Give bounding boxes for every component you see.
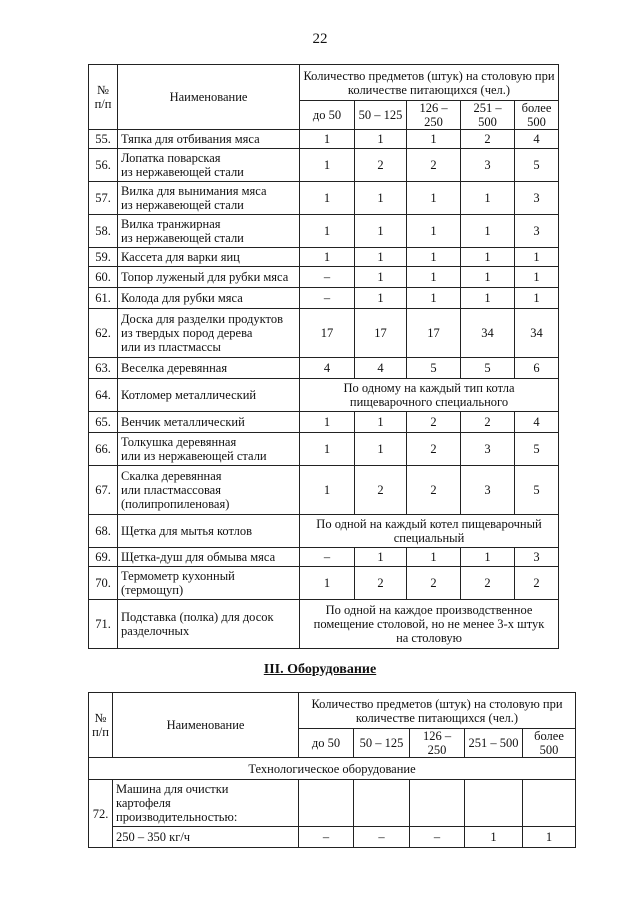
quantity-value: 1 (461, 248, 515, 267)
header-name: Наименование (118, 65, 300, 130)
item-name: Доска для разделки продуктов из твердых пород дерева или из пластмассы (118, 309, 300, 358)
table-row (89, 130, 559, 149)
item-name: Термометр кухонный (термощуп) (118, 567, 300, 600)
quantity-value: 1 (407, 288, 461, 309)
quantity-value: 3 (461, 466, 515, 515)
quantity-value: 4 (515, 130, 559, 149)
quantity-value: 1 (355, 433, 407, 466)
quantity-value: 2 (461, 412, 515, 433)
quantity-value: 3 (461, 433, 515, 466)
header-quantity: Количество предметов (штук) на столовую при количестве питающихся (чел.) (300, 65, 559, 101)
header-range: более 500 (523, 729, 576, 758)
row-number: 68. (89, 515, 118, 548)
header-name: Наименование (113, 693, 299, 758)
header-range: 251 – 500 (461, 101, 515, 130)
quantity-value: 1 (355, 215, 407, 248)
table-row (89, 248, 559, 267)
row-number: 70. (89, 567, 118, 600)
quantity-value: 1 (515, 288, 559, 309)
table-row (89, 379, 559, 412)
item-name: Вилка транжирная из нержавеющей стали (118, 215, 300, 248)
item-name: Щетка-душ для обмыва мяса (118, 548, 300, 567)
row-number: 61. (89, 288, 118, 309)
quantity-value: 1 (300, 130, 355, 149)
quantity-value: – (410, 827, 465, 848)
quantity-value: 1 (355, 248, 407, 267)
quantity-value: 2 (355, 466, 407, 515)
quantity-value: 17 (355, 309, 407, 358)
row-number: 66. (89, 433, 118, 466)
quantity-value: 5 (515, 433, 559, 466)
quantity-value: 1 (355, 288, 407, 309)
quantity-value: 2 (407, 412, 461, 433)
table-row (89, 548, 559, 567)
row-number: 58. (89, 215, 118, 248)
table-row (89, 466, 559, 515)
table-row (89, 309, 559, 358)
header-range: 126 – 250 (410, 729, 465, 758)
table-row (89, 358, 559, 379)
quantity-value: 1 (300, 433, 355, 466)
quantity-value: 34 (515, 309, 559, 358)
quantity-value: 1 (461, 548, 515, 567)
quantity-value: 1 (515, 267, 559, 288)
header-range: 126 – 250 (407, 101, 461, 130)
header-range: 50 – 125 (355, 101, 407, 130)
quantity-value: 3 (515, 548, 559, 567)
table-row (89, 433, 559, 466)
quantity-value: 4 (515, 412, 559, 433)
items-table (88, 64, 559, 649)
quantity-value: 4 (300, 358, 355, 379)
row-number: 59. (89, 248, 118, 267)
quantity-note: По одному на каждый тип котла пищеварочного специального (300, 379, 559, 412)
table-row (89, 149, 559, 182)
header-range: до 50 (300, 101, 355, 130)
quantity-value: 2 (407, 466, 461, 515)
quantity-value: 1 (355, 267, 407, 288)
quantity-value: 17 (407, 309, 461, 358)
item-name: Колода для рубки мяса (118, 288, 300, 309)
item-name: 250 – 350 кг/ч (113, 827, 299, 848)
table-row (89, 600, 559, 649)
quantity-value: 1 (461, 182, 515, 215)
page-number: 22 (312, 31, 328, 47)
header-range: более 500 (515, 101, 559, 130)
quantity-value: – (300, 548, 355, 567)
table-row (89, 567, 559, 600)
row-number: 67. (89, 466, 118, 515)
row-number: 63. (89, 358, 118, 379)
quantity-value: 1 (407, 182, 461, 215)
table-row (89, 215, 559, 248)
quantity-value: 5 (461, 358, 515, 379)
item-name: Подставка (полка) для досок разделочных (118, 600, 300, 649)
header-range: 251 – 500 (465, 729, 523, 758)
table-row (89, 288, 559, 309)
quantity-value: 1 (461, 267, 515, 288)
row-number: 57. (89, 182, 118, 215)
item-name: Щетка для мытья котлов (118, 515, 300, 548)
item-name: Скалка деревянная или пластмассовая (полипропиленовая) (118, 466, 300, 515)
row-number: 60. (89, 267, 118, 288)
table-row (89, 827, 576, 848)
item-name: Веселка деревянная (118, 358, 300, 379)
quantity-value: 1 (461, 215, 515, 248)
quantity-value: 17 (300, 309, 355, 358)
equipment-table (88, 692, 576, 848)
row-number: 72. (89, 780, 113, 848)
quantity-value: 4 (355, 358, 407, 379)
quantity-value: 1 (523, 827, 576, 848)
quantity-value: 6 (515, 358, 559, 379)
quantity-value: 1 (300, 248, 355, 267)
header-range: до 50 (299, 729, 354, 758)
table-row (89, 182, 559, 215)
quantity-value: 3 (515, 215, 559, 248)
quantity-value: 1 (300, 149, 355, 182)
item-name: Тяпка для отбивания мяса (118, 130, 300, 149)
row-number: 64. (89, 379, 118, 412)
quantity-value: 1 (355, 548, 407, 567)
quantity-value: 3 (515, 182, 559, 215)
item-name: Машина для очистки картофеля производительностью: (113, 780, 299, 827)
quantity-value: 34 (461, 309, 515, 358)
quantity-value: 2 (515, 567, 559, 600)
item-name: Топор луженый для рубки мяса (118, 267, 300, 288)
quantity-value: 1 (355, 412, 407, 433)
row-number: 69. (89, 548, 118, 567)
quantity-value: – (300, 267, 355, 288)
quantity-value: 2 (461, 130, 515, 149)
quantity-value: 5 (407, 358, 461, 379)
quantity-value: 1 (407, 130, 461, 149)
quantity-value: – (354, 827, 410, 848)
quantity-value: 1 (407, 248, 461, 267)
header-quantity: Количество предметов (штук) на столовую при количестве питающихся (чел.) (299, 693, 576, 729)
quantity-value: 1 (355, 182, 407, 215)
quantity-value: 1 (407, 548, 461, 567)
item-name: Кассета для варки яиц (118, 248, 300, 267)
quantity-value: 1 (300, 215, 355, 248)
quantity-value: 5 (515, 149, 559, 182)
quantity-value: 2 (407, 149, 461, 182)
quantity-value: 1 (300, 567, 355, 600)
item-name: Котломер металлический (118, 379, 300, 412)
quantity-value: 1 (407, 267, 461, 288)
quantity-value: 1 (465, 827, 523, 848)
quantity-value: 1 (461, 288, 515, 309)
items-table-body (89, 130, 559, 649)
quantity-value: 1 (515, 248, 559, 267)
quantity-value: 2 (407, 567, 461, 600)
item-name: Лопатка поварская из нержавеющей стали (118, 149, 300, 182)
row-number: 56. (89, 149, 118, 182)
header-range: 50 – 125 (354, 729, 410, 758)
row-number: 62. (89, 309, 118, 358)
quantity-value: – (299, 827, 354, 848)
quantity-value: 1 (300, 182, 355, 215)
quantity-value: 1 (300, 412, 355, 433)
section-title: III. Оборудование (263, 662, 377, 677)
quantity-value: 1 (355, 130, 407, 149)
row-number: 55. (89, 130, 118, 149)
table-row (89, 267, 559, 288)
quantity-value: 2 (407, 433, 461, 466)
quantity-value: 2 (355, 567, 407, 600)
table-row (89, 412, 559, 433)
quantity-value: 3 (461, 149, 515, 182)
quantity-value: 1 (300, 466, 355, 515)
row-number: 65. (89, 412, 118, 433)
subheader-technological: Технологическое оборудование (89, 758, 576, 780)
quantity-note: По одной на каждое производственное помещение столовой, но не менее 3-х штук на столовую (300, 600, 559, 649)
quantity-value: 2 (461, 567, 515, 600)
quantity-note: По одной на каждый котел пищеварочный специальный (300, 515, 559, 548)
quantity-value: – (300, 288, 355, 309)
quantity-value: 5 (515, 466, 559, 515)
table-row (89, 515, 559, 548)
quantity-value: 2 (355, 149, 407, 182)
header-number: № п/п (89, 65, 118, 130)
item-name: Вилка для вынимания мяса из нержавеющей стали (118, 182, 300, 215)
row-number: 71. (89, 600, 118, 649)
item-name: Толкушка деревянная или из нержавеющей стали (118, 433, 300, 466)
item-name: Венчик металлический (118, 412, 300, 433)
quantity-value: 1 (407, 215, 461, 248)
header-number: № п/п (89, 693, 113, 758)
